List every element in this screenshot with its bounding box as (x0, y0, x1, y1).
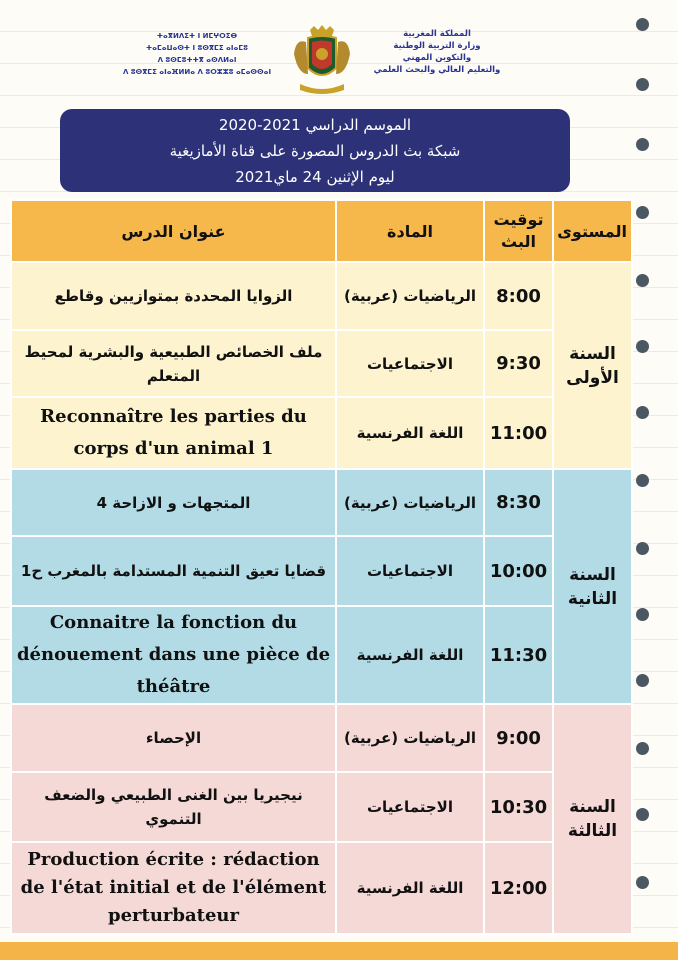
lesson-cell: الإحصاء (11, 704, 336, 772)
time-cell: 9:00 (484, 704, 553, 772)
schedule-date: ليوم الإثنين 24 ماي2021 (235, 168, 395, 186)
level-cell: السنة الثانية (553, 469, 632, 704)
kingdom-coat-of-arms-logo (290, 24, 354, 96)
table-row (11, 469, 632, 536)
binder-dot (636, 340, 649, 353)
arabic-header-line: المملكة المغربية (403, 29, 471, 39)
ministry-header (0, 0, 600, 108)
subject-cell: الرياضيات (عربية) (336, 704, 484, 772)
subject-cell: الاجتماعيات (336, 772, 484, 842)
binder-dot (636, 474, 649, 487)
subject-cell: اللغة الفرنسية (336, 397, 484, 469)
arabic-header-line: والتكوين المهني (402, 53, 472, 63)
schedule-title: شبكة بث الدروس المصورة على قناة الأمازيغية (169, 142, 461, 160)
table-row (11, 262, 632, 330)
binder-dot (636, 742, 649, 755)
subject-cell: الرياضيات (عربية) (336, 262, 484, 330)
lesson-cell: Connaitre la fonction du dénouement dans une pièce de théâtre (11, 606, 336, 704)
tifinagh-ministry-name (112, 30, 282, 78)
table-row (11, 606, 632, 704)
arabic-ministry-name (372, 28, 502, 76)
level-cell: السنة الأولى (553, 262, 632, 469)
subject-cell: اللغة الفرنسية (336, 606, 484, 704)
time-cell: 9:30 (484, 330, 553, 397)
binder-dot (636, 808, 649, 821)
table-row (11, 704, 632, 772)
time-cell: 8:00 (484, 262, 553, 330)
table-row (11, 842, 632, 934)
binder-dot (636, 406, 649, 419)
level-cell: السنة الثالثة (553, 704, 632, 934)
bottom-bar (0, 942, 678, 960)
lesson-cell: ملف الخصائص الطبيعية والبشرية لمحيط المتعلم (11, 330, 336, 397)
tifinagh-line: ⴷ ⵓⵙⴳⵎⵉ ⴰⵏⴰⴼⵍⵍⴰ ⴷ ⵓⵔⵣⵣⵓ ⴰⵎⴰⵙⵙⴰⵏ (122, 68, 272, 76)
binder-dot (636, 274, 649, 287)
subject-cell: الاجتماعيات (336, 536, 484, 606)
subject-cell: اللغة الفرنسية (336, 842, 484, 934)
lesson-cell: قضايا تعيق التنمية المستدامة بالمغرب ح1 (11, 536, 336, 606)
time-cell: 10:30 (484, 772, 553, 842)
tifinagh-line: ⴷ ⵓⵙⵎⵓⵜⵜⴳ ⴰⵙⴷⵍⴰⵏ (157, 56, 237, 64)
school-season: الموسم الدراسي 2021-2020 (218, 116, 412, 134)
binder-dot (636, 78, 649, 91)
table-row (11, 397, 632, 469)
schedule-table (10, 199, 633, 935)
header-level: المستوى (553, 200, 632, 262)
header-lesson: عنوان الدرس (11, 200, 336, 262)
time-cell: 11:00 (484, 397, 553, 469)
time-cell: 11:30 (484, 606, 553, 704)
binder-dot (636, 608, 649, 621)
lesson-cell: Reconnaître les parties du corps d'un animal 1 (11, 397, 336, 469)
tifinagh-line: ⵜⴰⵎⴰⵡⴰⵙⵜ ⵏ ⵓⵙⴳⵎⵉ ⴰⵏⴰⵎⵓ (146, 44, 248, 52)
binder-dot (636, 206, 649, 219)
title-banner (60, 109, 570, 192)
binder-dot (636, 18, 649, 31)
lesson-cell: الزوايا المحددة بمتوازيين وقاطع (11, 262, 336, 330)
time-cell: 12:00 (484, 842, 553, 934)
binder-dot (636, 876, 649, 889)
table-row (11, 772, 632, 842)
header-time: توقيت البث (484, 200, 553, 262)
time-cell: 10:00 (484, 536, 553, 606)
lesson-cell: المتجهات و الازاحة 4 (11, 469, 336, 536)
subject-cell: الاجتماعيات (336, 330, 484, 397)
time-cell: 8:30 (484, 469, 553, 536)
tifinagh-line: ⵜⴰⴳⵍⴷⵉⵜ ⵏ ⵍⵎⵖⵔⵉⴱ (156, 32, 238, 40)
arabic-header-line: وزارة التربية الوطنية (393, 41, 481, 51)
binder-dot (636, 674, 649, 687)
table-header-row (11, 200, 632, 262)
binder-dot (636, 542, 649, 555)
arabic-header-line: والتعليم العالي والبحث العلمي (373, 65, 501, 75)
table-row (11, 536, 632, 606)
subject-cell: الرياضيات (عربية) (336, 469, 484, 536)
binder-dot (636, 138, 649, 151)
lesson-cell: نيجيريا بين الغنى الطبيعي والضعف التنموي (11, 772, 336, 842)
schedule-table-wrapper (10, 199, 631, 935)
header-subject: المادة (336, 200, 484, 262)
table-row (11, 330, 632, 397)
lesson-cell: Production écrite : rédaction de l'état initial et de l'élément perturbateur (11, 842, 336, 934)
